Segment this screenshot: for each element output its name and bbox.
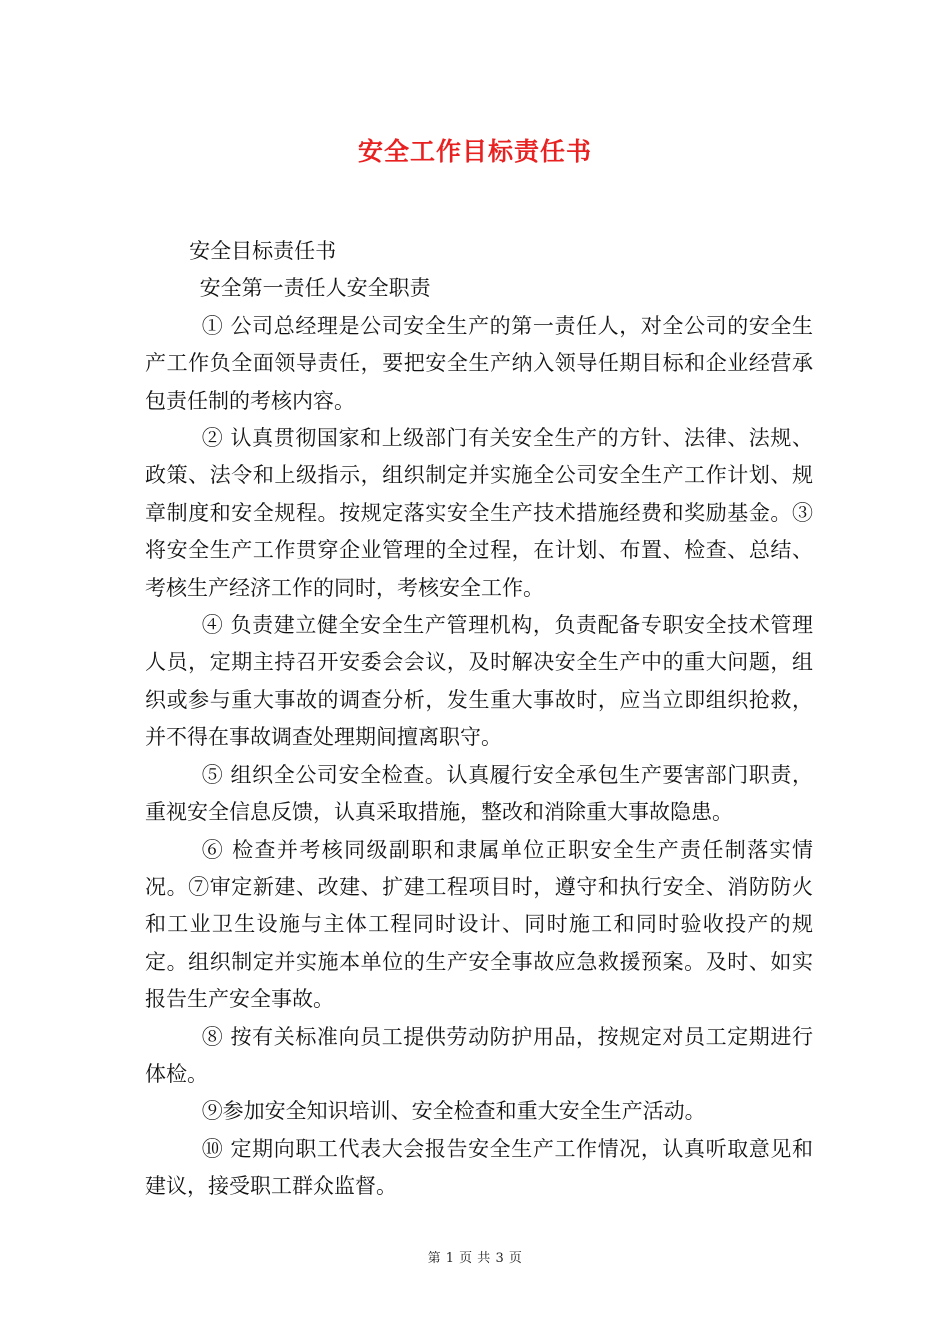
- document-body: [145, 233, 813, 1206]
- page-number-footer: 第 1 页 共 3 页: [427, 1251, 523, 1266]
- section-heading: 安全目标责任书: [189, 239, 337, 263]
- paragraph-item-8: ⑧ 按有关标准向员工提供劳动防护用品，按规定对员工定期进行体检。: [145, 1024, 813, 1086]
- paragraph-item-4: ④ 负责建立健全安全生产管理机构，负责配备专职安全技术管理人员，定期主持召开安委会会议，及时解决安全生产中的重大问题，组织或参与重大事故的调查分析，发生重大事故时，应当立即组织抢救，并不得在事故调查处理期间擅离职守。: [145, 613, 813, 750]
- paragraph-item-6: ⑥ 检查并考核同级副职和隶属单位正职安全生产责任制落实情况。⑦审定新建、改建、扩建工程项目时，遵守和执行安全、消防防火和工业卫生设施与主体工程同时设计、同时施工和同时验收投产的规定。组织制定并实施本单位的生产安全事故应急救援预案。及时、如实报告生产安全事故。: [145, 837, 813, 1012]
- document-title: 安全工作目标责任书: [357, 137, 592, 166]
- subsection-heading: 安全第一责任人安全职责: [199, 276, 431, 301]
- paragraph-item-1: ① 公司总经理是公司安全生产的第一责任人，对全公司的安全生产工作负全面领导责任，要把安全生产纳入领导任期目标和企业经营承包责任制的考核内容。: [145, 313, 813, 413]
- paragraph-item-5: ⑤ 组织全公司安全检查。认真履行安全承包生产要害部门职责，重视安全信息反馈，认真采取措施，整改和消除重大事故隐患。: [145, 762, 813, 825]
- paragraph-item-9: ⑨参加安全知识培训、安全检查和重大安全生产活动。: [201, 1099, 706, 1124]
- paragraph-item-10: ⑩ 定期向职工代表大会报告安全生产工作情况，认真听取意见和建议，接受职工群众监督。: [145, 1136, 813, 1199]
- paragraph-item-2: ② 认真贯彻国家和上级部门有关安全生产的方针、法律、法规、政策、法令和上级指示，组织制定并实施全公司安全生产工作计划、规章制度和安全规程。按规定落实安全生产技术措施经费和奖励基金。③将安全生产工作贯穿企业管理的全过程，在计划、布置、检查、总结、考核生产经济工作的同时，考核安全工作。: [145, 426, 813, 600]
